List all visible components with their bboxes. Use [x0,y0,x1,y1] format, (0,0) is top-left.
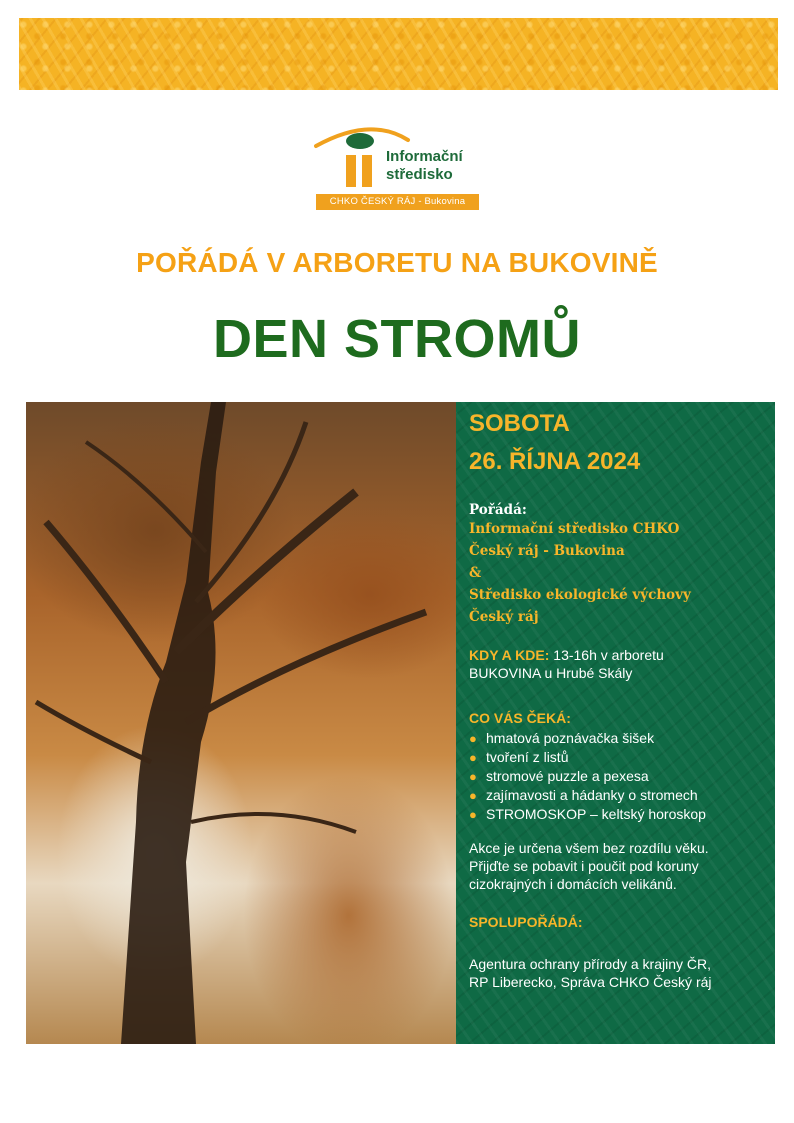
organizer-1-line-1: Informační středisko CHKO [469,521,680,537]
program-label: CO VÁS ČEKÁ: [469,710,571,726]
note-line-2: Přijďte se pobavit i poučit pod koruny [469,858,699,874]
bullet-icon: ● [469,731,477,746]
note-line-3: cizokrajných i domácích velikánů. [469,876,677,892]
organizer-ampersand: & [469,565,482,581]
autumn-tree-photo [26,402,456,1044]
when-line-1: 13-16h v arboretu [549,647,664,663]
event-day: SOBOTA [469,410,570,437]
info-center-logo [310,122,485,220]
tree-silhouette-icon [26,402,456,1044]
when-where [469,646,664,664]
list-item: ● STROMOSKOP – keltský horoskop [469,806,706,822]
organizer-label: Pořádá: [469,502,527,518]
logo-text [386,148,463,184]
event-info-panel [456,402,775,1044]
note-line-1: Akce je určena všem bez rozdílu věku. [469,840,709,856]
logo-line-2: středisko [386,166,453,183]
list-item: ● stromové puzzle a pexesa [469,768,649,784]
logo-line-1: Informační [386,148,463,165]
top-banner [19,18,778,90]
when-line-2: BUKOVINA u Hrubé Skály [469,665,633,681]
copartner-label: SPOLUPOŘÁDÁ: [469,914,583,930]
copartner-line-2: RP Liberecko, Správa CHKO Český ráj [469,974,712,990]
event-date: 26. ŘÍJNA 2024 [469,448,641,475]
organizer-2-line-1: Středisko ekologické výchovy [469,587,691,603]
organizer-2-line-2: Český ráj [469,609,539,625]
bullet-icon: ● [469,807,477,822]
organizer-1-line-2: Český ráj - Bukovina [469,543,625,559]
list-item: ● tvoření z listů [469,749,569,765]
bullet-icon: ● [469,769,477,784]
list-item: ● zajímavosti a hádanky o stromech [469,787,698,803]
program-list [469,729,706,824]
bullet-icon: ● [469,788,477,803]
event-subtitle: POŘÁDÁ V ARBORETU NA BUKOVINĚ [136,247,658,278]
when-label: KDY A KDE: [469,647,550,663]
bullet-icon: ● [469,750,477,765]
list-item: ● hmatová poznávačka šišek [469,730,655,746]
copartner-line-1: Agentura ochrany přírody a krajiny ČR, [469,956,711,972]
logo-bar: CHKO ČESKÝ RÁJ - Bukovina [316,194,479,210]
event-title: DEN STROMŮ [213,309,581,369]
